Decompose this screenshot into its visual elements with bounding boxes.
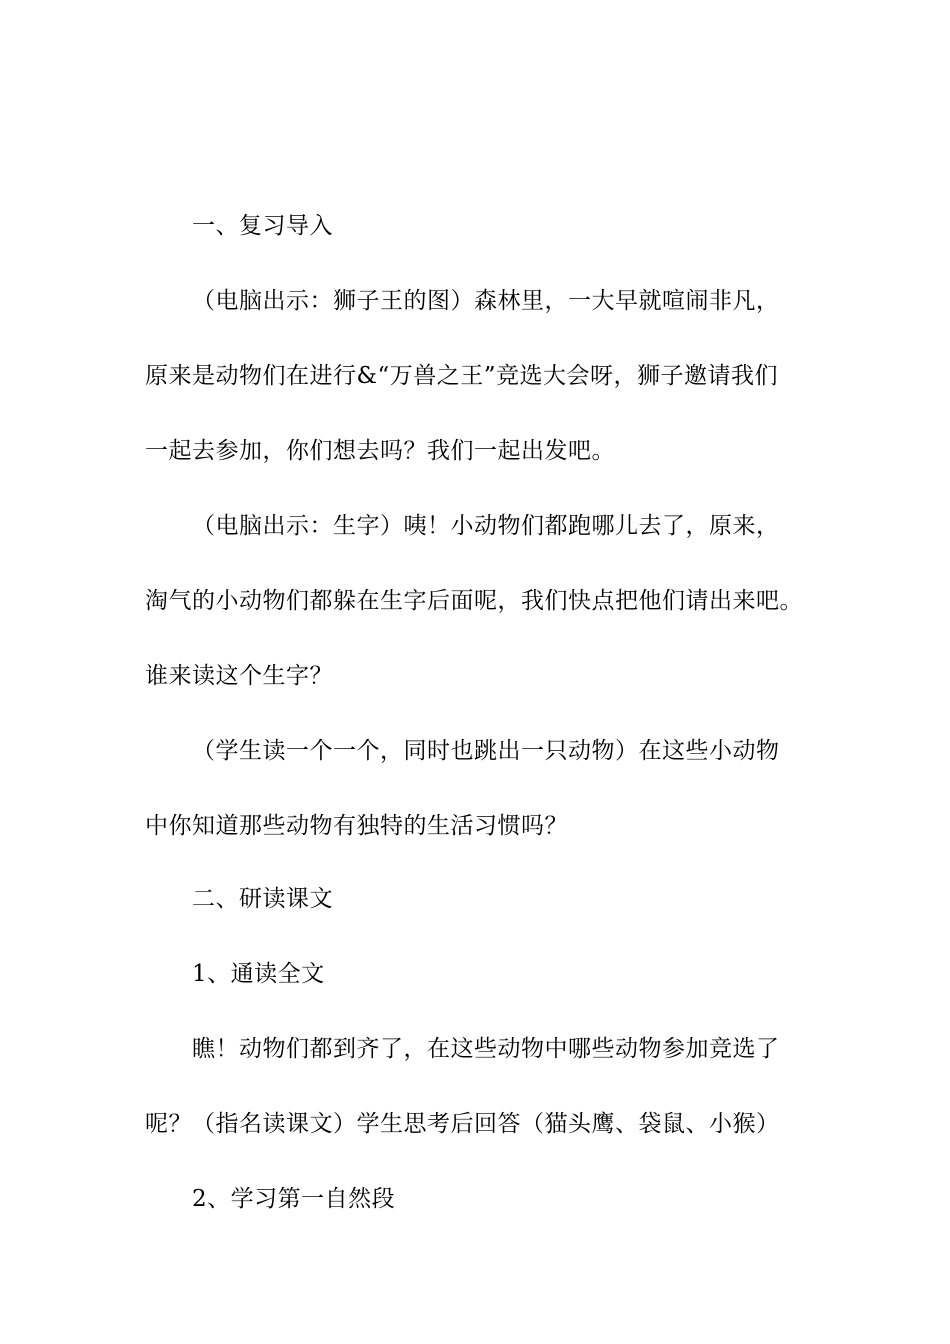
paragraph-line: 一起去参加，你们想去吗？我们一起出发吧。 — [145, 438, 615, 464]
paragraph-line: （电脑出示：狮子王的图）森林里，一大早就喧闹非凡， — [192, 288, 780, 314]
paragraph-line: 淘气的小动物们都躲在生字后面呢，我们快点把他们请出来吧。 — [145, 588, 803, 614]
paragraph-line: 谁来读这个生字？ — [145, 663, 333, 689]
paragraph-line: 呢？（指名读课文）学生思考后回答（猫头鹰、袋鼠、小猴） — [145, 1111, 780, 1137]
paragraph-line: 瞧！动物们都到齐了，在这些动物中哪些动物参加竞选了 — [192, 1036, 780, 1062]
subsection-heading-first-paragraph: 2、学习第一自然段 — [192, 1186, 396, 1212]
paragraph-line: 原来是动物们在进行&“万兽之王”竞选大会呀，狮子邀请我们 — [145, 363, 778, 389]
subsection-heading-read-through: 1、通读全文 — [192, 961, 325, 987]
paragraph-line: 中你知道那些动物有独特的生活习惯吗？ — [145, 813, 568, 839]
paragraph-line: （学生读一个一个，同时也跳出一只动物）在这些小动物 — [192, 738, 780, 764]
section-heading-study: 二、研读课文 — [192, 886, 333, 912]
paragraph-line: （电脑出示：生字）咦！小动物们都跑哪儿去了，原来， — [192, 513, 780, 539]
section-heading-review: 一、复习导入 — [192, 213, 333, 239]
